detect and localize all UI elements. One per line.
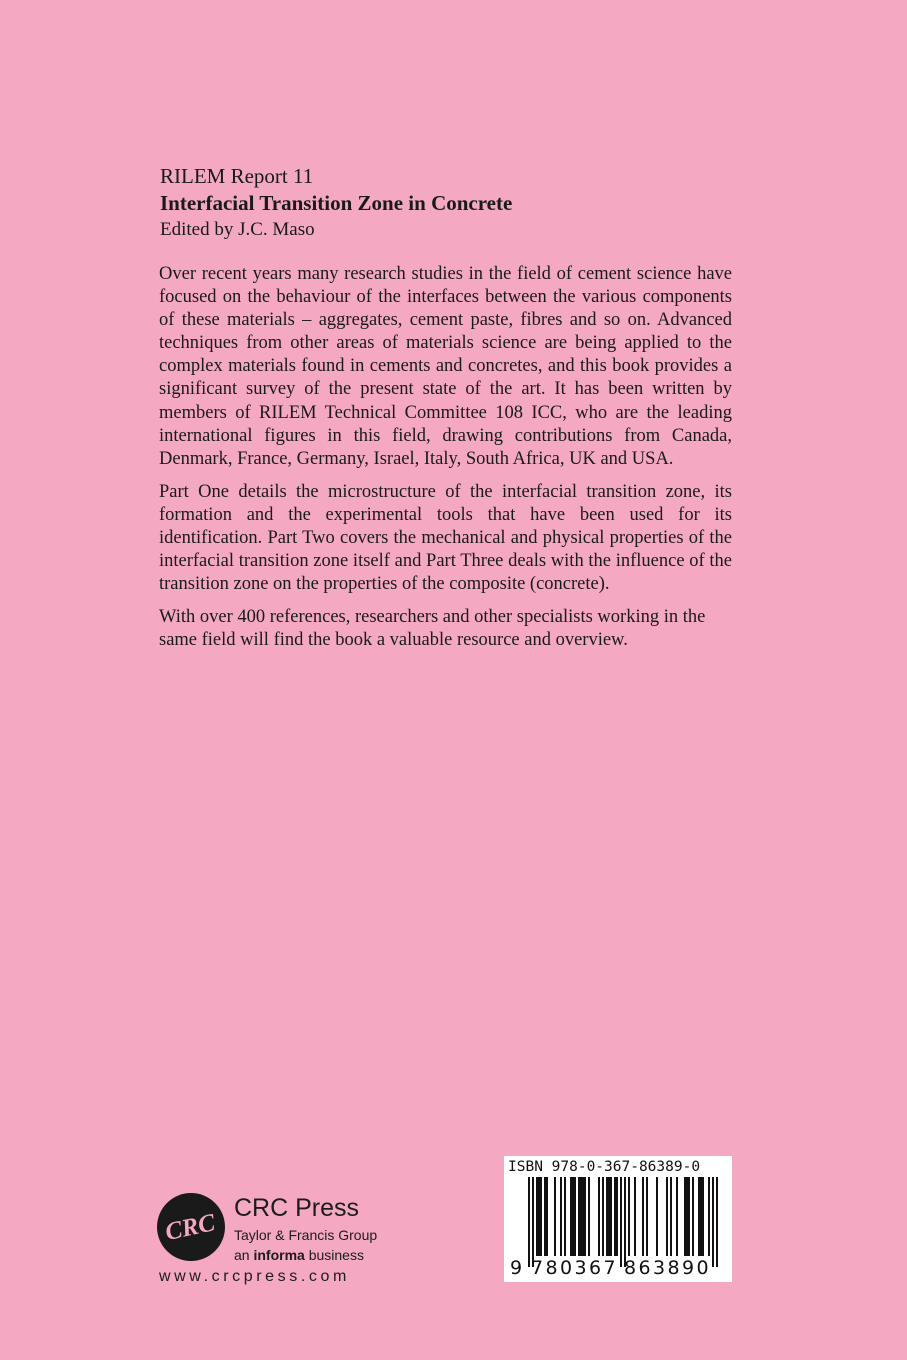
- barcode-bar: [646, 1177, 648, 1256]
- ean-first-digit: 9: [510, 1257, 523, 1279]
- editor-credit: Edited by J.C. Maso: [160, 219, 315, 240]
- blurb-paragraph: Over recent years many research studies in the field of cement science have focused on the behaviour of the interfaces between the various components of these materials – aggregates, cement paste, fibres and so on. Advanced techniques from other areas of materials science are being applied to the complex materials found in cements and concretes, and this book provides a significant survey of the present state of the art. It has been written by members of RILEM Technical Committee 108 ICC, who are the leading international figures in this field, drawing contributions from Canada, Denmark, France, Germany, Israel, Italy, South Africa, UK and USA.: [159, 264, 732, 469]
- barcode-bar: [570, 1177, 576, 1256]
- barcode-bar: [544, 1177, 548, 1256]
- barcode-bar: [670, 1177, 672, 1256]
- barcode-bar: [656, 1177, 658, 1256]
- informa-suffix: business: [304, 1247, 364, 1263]
- barcode-bar: [628, 1177, 630, 1256]
- barcode-bar: [634, 1177, 636, 1256]
- barcode-bar: [554, 1177, 556, 1256]
- book-title: Interfacial Transition Zone in Concrete: [160, 191, 513, 215]
- blurb-paragraph: Part One details the microstructure of the interfacial transition zone, its formation and the experimental tools that have been used for its identification. Part Two covers the mechanical and physical properties of the interfacial transition zone itself and Part Three deals with the influence of the transition zone on the properties of the composite (concrete).: [159, 481, 732, 595]
- publisher-informa: [234, 1247, 364, 1264]
- publisher-url: www.crcpress.com: [159, 1268, 350, 1285]
- ean-right-group: 863890: [624, 1257, 711, 1279]
- barcode-bar: [676, 1177, 678, 1256]
- informa-prefix: an: [234, 1247, 254, 1263]
- barcode-bar: [602, 1177, 604, 1256]
- barcode-bar: [624, 1177, 626, 1267]
- barcode-bar: [528, 1177, 530, 1267]
- crc-logo-text: CRC: [162, 1209, 218, 1247]
- informa-bold: informa: [253, 1247, 305, 1263]
- blurb: [159, 263, 732, 663]
- barcode-bar: [642, 1177, 644, 1256]
- barcode-bar: [716, 1177, 718, 1267]
- barcode-bar: [698, 1177, 704, 1256]
- barcode-bar: [692, 1177, 694, 1256]
- barcode-bar: [578, 1177, 586, 1256]
- barcode-bar: [620, 1177, 622, 1267]
- publisher-group: Taylor & Francis Group: [234, 1227, 378, 1243]
- series-name: RILEM Report 11: [160, 164, 314, 188]
- isbn-barcode: [504, 1156, 732, 1282]
- barcode-bar: [712, 1177, 714, 1267]
- barcode-bar: [598, 1177, 600, 1256]
- cover-header: [160, 163, 760, 243]
- isbn-label: ISBN 978-0-367-86389-0: [508, 1159, 701, 1175]
- publisher-name: CRC Press: [234, 1194, 360, 1222]
- barcode-bar: [564, 1177, 566, 1256]
- publisher-block: [156, 1192, 476, 1292]
- barcode-bar: [614, 1177, 618, 1256]
- barcode-bar: [606, 1177, 612, 1256]
- barcode-bar: [588, 1177, 590, 1256]
- blurb-paragraph: With over 400 references, researchers and other specialists working in the same field will find the book a valuable resource and overview.: [159, 607, 706, 651]
- crc-logo-icon: [156, 1192, 226, 1262]
- barcode-bar: [708, 1177, 710, 1256]
- barcode-bar: [532, 1177, 534, 1267]
- barcode-bar: [666, 1177, 668, 1256]
- barcode-bar: [536, 1177, 542, 1256]
- barcode-bar: [684, 1177, 690, 1256]
- barcode-bar: [560, 1177, 562, 1256]
- ean-left-group: 780367: [531, 1257, 618, 1279]
